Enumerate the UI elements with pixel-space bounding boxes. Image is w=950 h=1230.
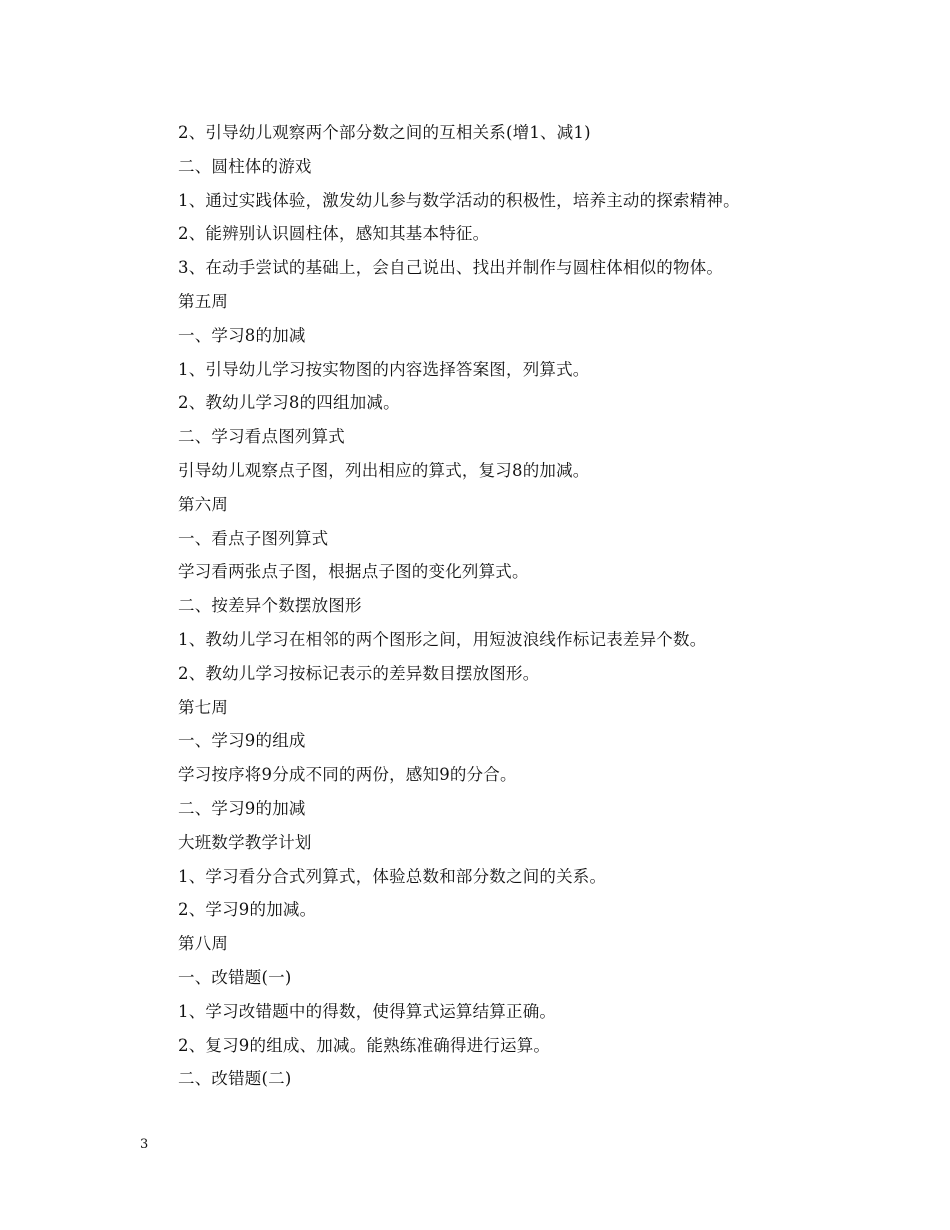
- text-line: 2、引导幼儿观察两个部分数之间的互相关系(增1、减1): [178, 123, 591, 142]
- text-line: 2、教幼儿学习按标记表示的差异数目摆放图形。: [178, 663, 540, 683]
- text-line: 大班数学教学计划: [178, 832, 312, 852]
- section-heading: 一、改错题(一): [178, 967, 292, 987]
- section-heading: 一、学习9的组成: [178, 731, 306, 751]
- week-heading: 第八周: [178, 934, 229, 954]
- text-line: 2、教幼儿学习8的四组加减。: [178, 393, 400, 413]
- page-number: 3: [140, 1137, 149, 1152]
- section-heading: 二、改错题(二): [178, 1069, 292, 1089]
- section-heading: 一、学习8的加减: [178, 325, 306, 345]
- text-line: 学习按序将9分成不同的两份，感知9的分合。: [178, 765, 517, 785]
- week-heading: 第五周: [178, 291, 229, 311]
- section-heading: 二、学习9的加减: [178, 798, 306, 818]
- text-line: 1、教幼儿学习在相邻的两个图形之间，用短波浪线作标记表差异个数。: [178, 629, 707, 649]
- text-line: 1、通过实践体验，激发幼儿参与数学活动的积极性，培养主动的探索精神。: [178, 190, 740, 210]
- text-line: 2、学习9的加减。: [178, 900, 317, 920]
- week-heading: 第七周: [178, 697, 229, 717]
- text-line: 1、学习看分合式列算式，体验总数和部分数之间的关系。: [178, 866, 607, 886]
- section-heading: 二、圆柱体的游戏: [178, 156, 312, 176]
- text-line: 引导幼儿观察点子图，列出相应的算式，复习8的加减。: [178, 460, 590, 480]
- text-line: 1、引导幼儿学习按实物图的内容选择答案图，列算式。: [178, 359, 590, 379]
- text-line: 3、在动手尝试的基础上，会自己说出、找出并制作与圆柱体相似的物体。: [178, 258, 724, 278]
- text-line: 1、学习改错题中的得数，使得算式运算结算正确。: [178, 1001, 557, 1021]
- text-line: 学习看两张点子图，根据点子图的变化列算式。: [178, 562, 529, 582]
- document-body: [178, 116, 878, 1096]
- week-heading: 第六周: [178, 494, 229, 514]
- section-heading: 一、看点子图列算式: [178, 528, 329, 548]
- section-heading: 二、学习看点图列算式: [178, 427, 345, 447]
- text-line: 2、能辨别认识圆柱体，感知其基本特征。: [178, 224, 490, 244]
- section-heading: 二、按差异个数摆放图形: [178, 596, 362, 616]
- text-line: 2、复习9的组成、加减。能熟练准确得进行运算。: [178, 1035, 551, 1055]
